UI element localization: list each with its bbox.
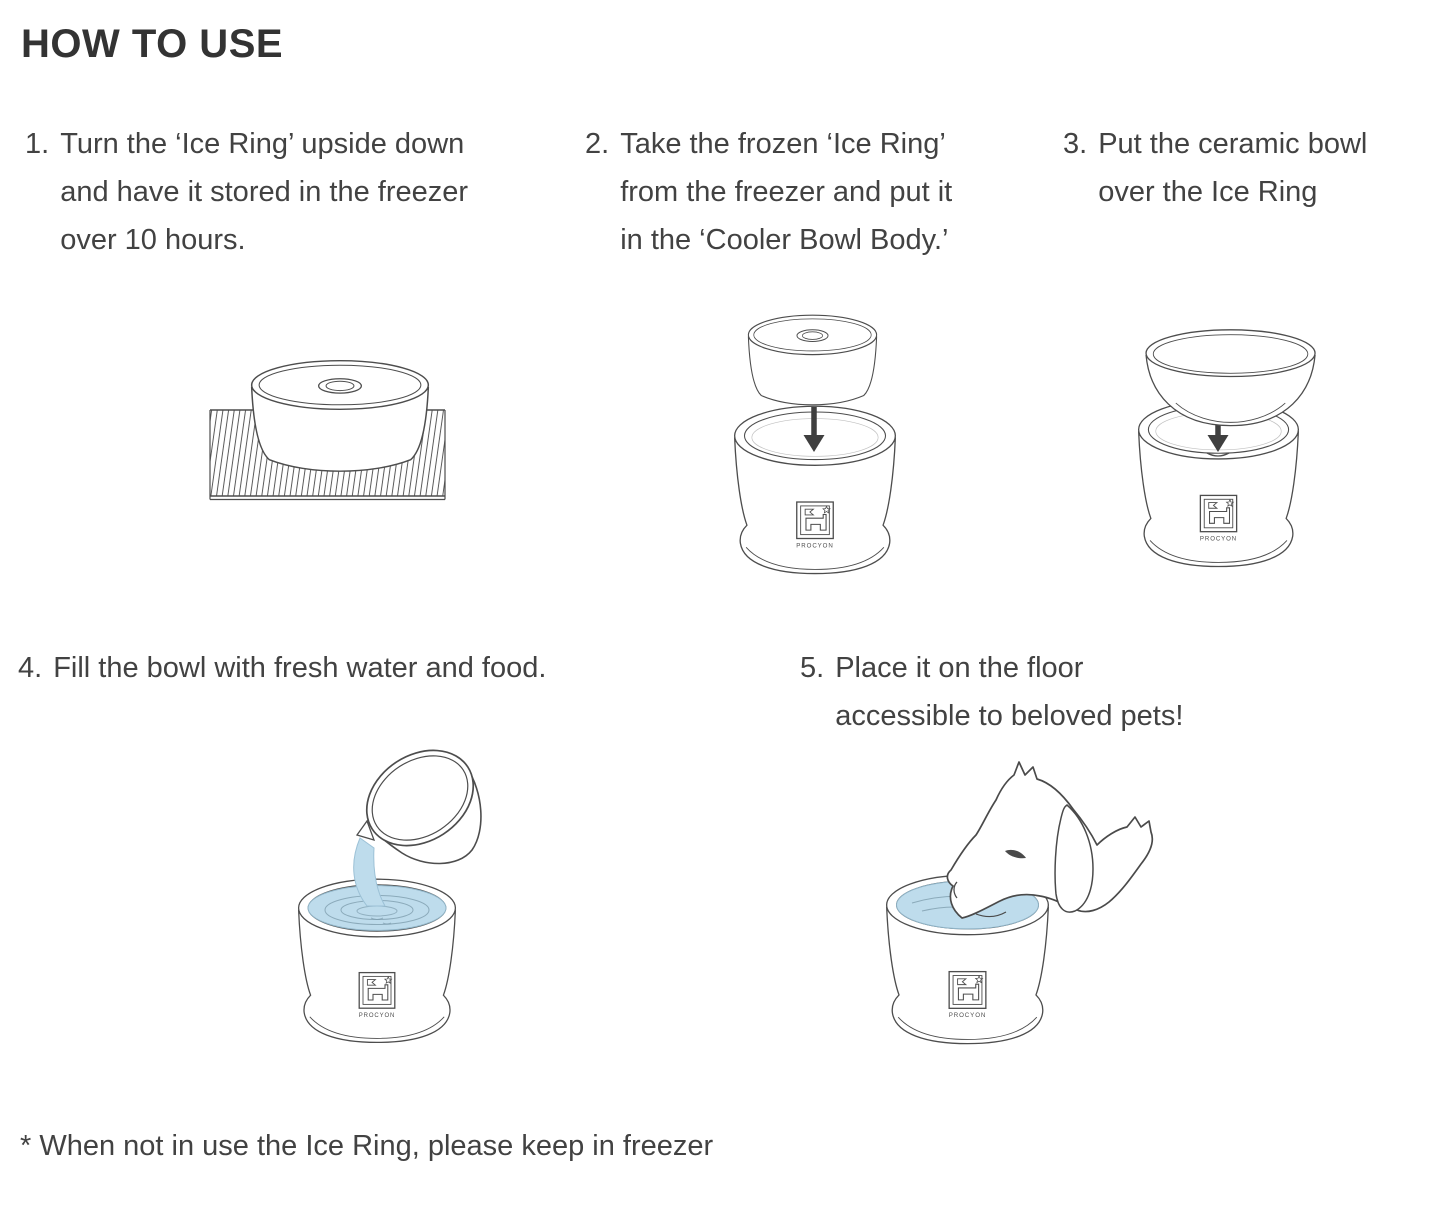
step-5-illustration [862, 748, 1180, 1073]
step-3-illustration [1103, 325, 1361, 580]
ice-ring-in-freezer-illustration [200, 352, 480, 507]
step-line: Place it on the floor [835, 652, 1084, 684]
step-2-text [585, 120, 952, 264]
step-4-text [18, 644, 546, 692]
ice-ring-icon [252, 361, 429, 471]
page-title: HOW TO USE [21, 22, 284, 66]
step-line: Put the ceramic bowl [1098, 128, 1368, 160]
step-2-number: 2. [585, 128, 610, 160]
step-line: in the ‘Cooler Bowl Body.’ [620, 224, 949, 256]
step-1-number: 1. [25, 128, 50, 160]
step-1-illustration [200, 352, 480, 507]
step-4-illustration [283, 748, 539, 1066]
step-line: accessible to beloved pets! [835, 700, 1184, 732]
step-4-number: 4. [18, 652, 43, 684]
step-line: Fill the bowl with fresh water and food. [53, 652, 547, 684]
step-line: Turn the ‘Ice Ring’ upside down [60, 128, 465, 160]
ceramic-bowl-over-ring-illustration [1103, 325, 1361, 580]
dog-ear [1055, 805, 1093, 912]
footnote: * When not in use the Ice Ring, please keep in freezer [20, 1130, 714, 1162]
step-5-text [800, 644, 1183, 740]
step-line: over the Ice Ring [1098, 176, 1318, 208]
pouring-water-illustration [283, 748, 539, 1066]
step-line: and have it stored in the freezer [60, 176, 469, 208]
step-5-number: 5. [800, 652, 825, 684]
step-3-number: 3. [1063, 128, 1088, 160]
ice-ring-icon [748, 315, 876, 405]
dog-drinking-illustration [862, 748, 1180, 1073]
step-line: from the freezer and put it [620, 176, 953, 208]
ice-ring-into-bowl-illustration [700, 303, 928, 575]
dog-icon [947, 762, 1152, 918]
step-line: over 10 hours. [60, 224, 246, 256]
step-3-text [1063, 120, 1367, 216]
step-1-text [25, 120, 468, 264]
step-2-illustration [700, 303, 928, 575]
step-line: Take the frozen ‘Ice Ring’ [620, 128, 946, 160]
